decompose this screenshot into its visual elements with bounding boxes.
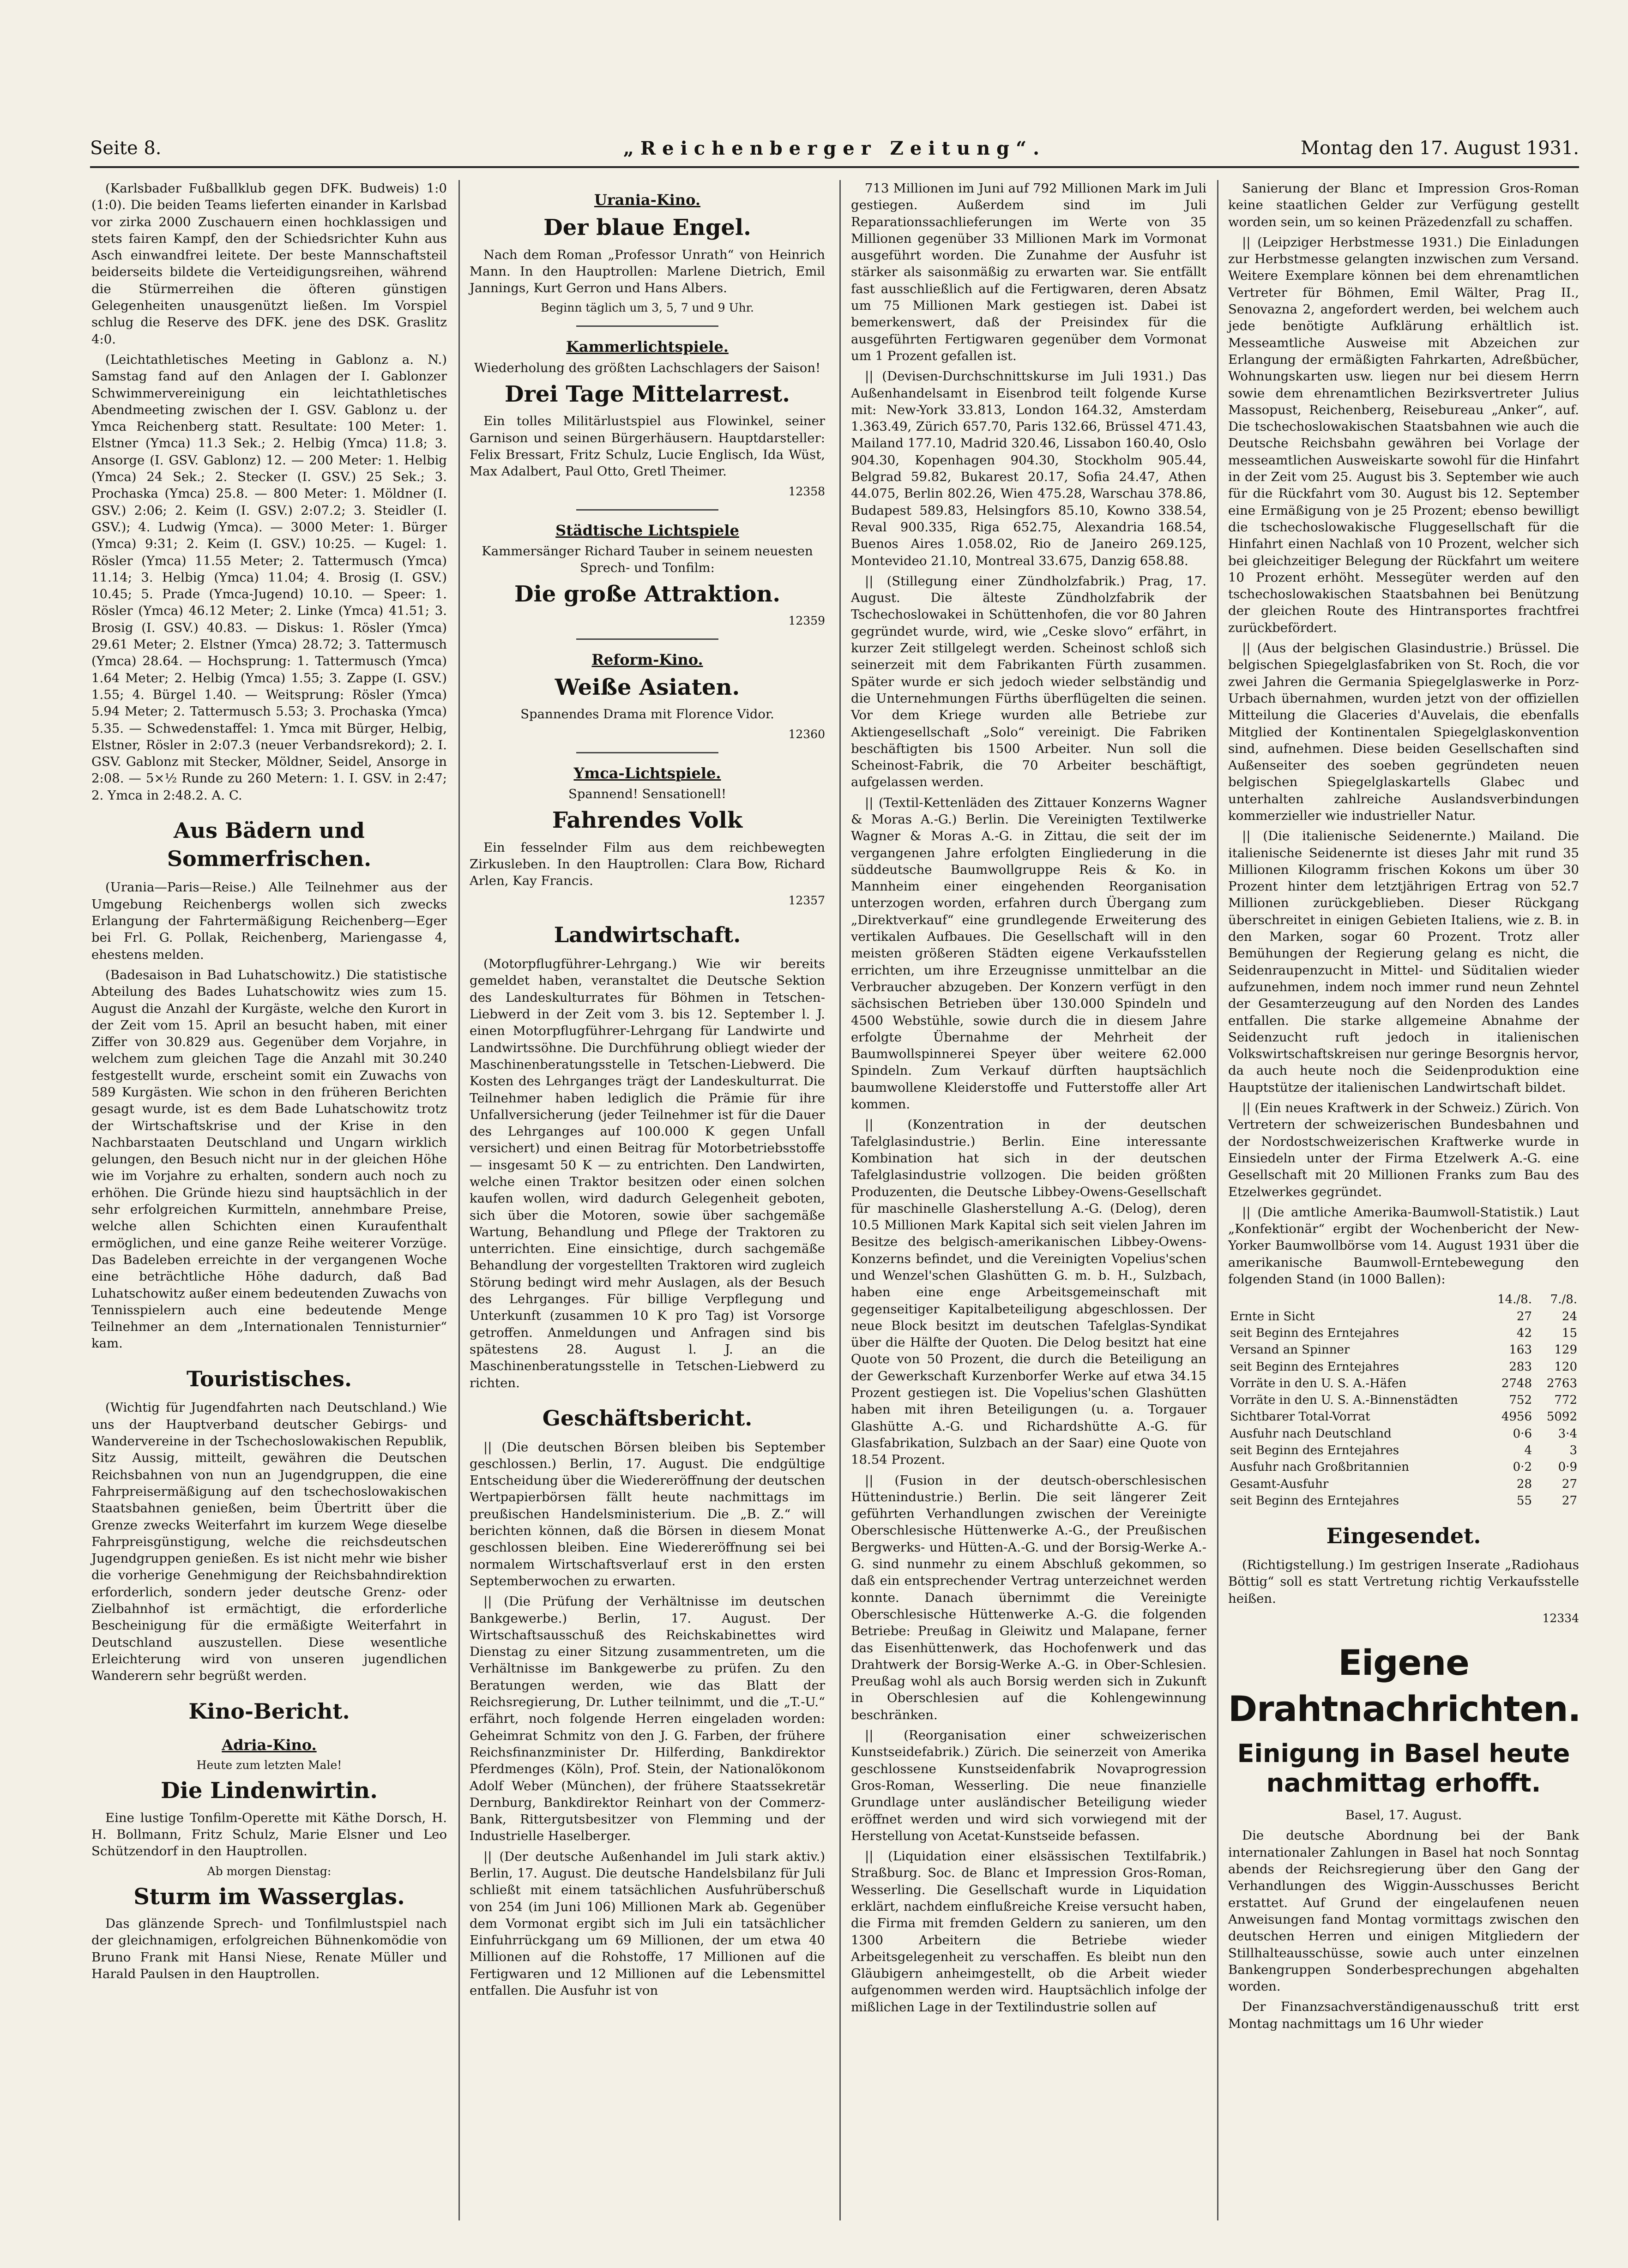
article-motorpflug: (Motorpflugführer-Lehrgang.) Wie wir bereits gemeldet haben, veranstaltet die Deutsche Sektion des Landeskulturrates für Böhmen in Tetschen-Liebwerd in der Zeit vom 3. bis 12. September l. J. einen Motorpflugführer-Lehrgang für Landwirte und Landwirtssöhne. Die Durchführung obliegt wieder der Maschinenberatungsstelle in Tetschen-Liebwerd. Die Kosten des Lehrganges trägt der Landeskulturrat. Die Teilnehmer haben lediglich die Prämie für ihre Unfallversicherung (jeder Teilnehmer ist für die Dauer des Lehrganges auf 100.000 K gegen Unfall versichert) und einen Beitrag für Motorbetriebsstoffe — insgesamt 50 K — zu entrichten. Den Landwirten, welche einen Traktor besitzen oder einen solchen kaufen wollen, wird dadurch Gelegenheit geboten, sich über die Motoren, sowie über sachgemäße Wartung, Behandlung und Pflege der Traktoren zu unterrichten. Eine einsichtige, durch sachgemäße Behandlung der vorgestellten Traktoren wird zugleich Störung bedingt wird mehr Auslagen, als der Besuch des Lehrganges. Für billige Verpflegung und Unterkunft (zusammen 10 K pro Tag) ist Vorsorge getroffen. Anmeldungen und Anfragen sind bis spätestens 28. August l. J. an die Maschinenberatungsstelle in Tetschen-Liebwerd zu richten. <box>470 957 825 1390</box>
table-row: Ernte in Sicht 27 24 <box>1230 1309 1577 1324</box>
staedt-description: Kammersänger Richard Tauber in seinem neuesten Sprech- und Tonfilm: <box>482 543 813 576</box>
table-header-row <box>1228 1291 1579 1308</box>
page-number: Seite 8. <box>90 138 162 159</box>
adria-next: Ab morgen Dienstag: <box>207 1864 332 1878</box>
kammer-film-title: Drei Tage Mittelarrest. <box>504 381 790 408</box>
column-3 <box>851 180 1206 2019</box>
column-rule <box>1217 180 1218 2220</box>
cinema-ymca: Ymca-Lichtspiele. <box>573 764 721 782</box>
divider <box>576 509 718 511</box>
article-luhatschowitz: (Badesaison in Bad Luhatschowitz.) Die statistische Abteilung des Bades Luhatschowitz wies zum 15. August die Anzahl der Kurgäste, welche den Kurort in der Zeit vom 15. April an besucht haben, mit einer Ziffer von 30.829 aus. Gegenüber dem Vorjahre, in welchem zum gleichen Tage die Anzahl mit 30.240 festgestellt wurde, erscheint somit ein Zuwachs von 589 Kurgästen. Wie schon in den früheren Berichten gesagt wurde, ist es dem Bade Luhatschowitz trotz der Wirtschaftskrise und der Krise in den Nachbarstaaten Deutschland und Ungarn wirklich gelungen, den Besuch nicht nur in der gleichen Höhe wie im Vorjahre zu erhalten, sondern auch noch zu erhöhen. Die Gründe hiezu sind hauptsächlich in der sehr erfolgreichen Kurmitteln, annehmbare Preise, welche allen Schichten einen Kuraufenthalt ermöglichen, und eine ganze Reihe weiterer Vorzüge. Das Badeleben erreichte in der vergangenen Woche eine beträchtliche Höhe dadurch, daß Bad Luhatschowitz außer einem bedeutenden Zuwachs von Tennisspielern auch eine bedeutende Menge Teilnehmer an dem „Internationalen Tennisturnier“ kam. <box>91 967 447 1351</box>
headline-basel: Einigung in Basel heute nachmittag erhofft. <box>1237 1739 1570 1798</box>
article-zuendholz: || (Stillegung einer Zündholzfabrik.) Prag, 17. August. Die älteste Zündholzfabrik der Tschechoslowakei in Schüttenhofen, die vor 80 Jahren gegründet wurde, wird, wie „Ceske slovo“ erfährt, in kurzer Zeit stillgelegt werden. Scheinost schloß sich seinerzeit mit dem Fabrikanten Fürth zusammen. Später wurde er sich jedoch wieder selbständig und die Unternehmungen Fürths überflügelten die seinen. Vor dem Kriege wurden alle Betriebe zur Aktiengesellschaft „Solo“ vereinigt. Die Fabriken beschäftigten bis 1500 Arbeiter. Nun soll die Scheinost-Fabrik, die 70 Arbeiter beschäftigt, aufgelassen werden. <box>851 573 1206 790</box>
section-heading-landwirtschaft: Landwirtschaft. <box>554 922 741 948</box>
column-2 <box>470 180 825 2003</box>
table-row: Vorräte in den U. S. A.-Häfen 2748 2763 <box>1230 1376 1577 1390</box>
article-elsass-cont: Sanierung der Blanc et Impression Gros-Roman keine staatlichen Gelder zur Verfügung gestellt worden sein, um so keinen Präzedenzfall zu schaffen. <box>1228 181 1579 229</box>
ad-number: 12359 <box>788 614 825 627</box>
table-row: Ausfuhr nach Deutschland 0·6 3·4 <box>1230 1426 1577 1441</box>
table-row: Versand an Spinner 163 129 <box>1230 1343 1577 1357</box>
article-leipzig: || (Leipziger Herbstmesse 1931.) Die Einladungen zur Herbstmesse gelangten inzwischen zum Versand. Weitere Exemplare können bei dem ehrenamtlichen Vertreter für Böhmen, Emil Wälter, Prag II., Senovazna 2, angefordert werden, bei welchem auch jede benötigte Aufklärung erhältlich ist. Messeamtliche Ausweise mit Abzeichen zur Erlangung der ermäßigten Fahrkarten, Adreßbücher, Wohnungskarten usw. liegen nur bei diesem Herrn sowie dem ehrenamtlichen Bezirksvertreter Julius Massopust, Reichenberg, Reisebureau „Anker“, auf. Die tschechoslowakischen Staatsbahnen wie auch die Deutsche Reichsbahn gewähren bei Vorlage der messeamtlichen Ausweiskarte sowohl für die Hinfahrt in der Zeit vom 25. August bis 3. September wie auch für die Rückfahrt vom 30. August bis 12. September eine Ermäßigung von je 25 Prozent; ebenso bewilligt die tschechoslowakische Fluggesellschaft für die Hinfahrt einen Nachlaß von 10 Prozent, welcher sich bei gleichzeitiger Belegung der Rückfahrt um weitere 10 Prozent erhöht. Messegüter werden auf den tschechoslowakischen Staatsbahnen bei Benützung der gleichen Route des Hintransportes frachtfrei zurückbefördert. <box>1228 235 1579 635</box>
article-bankgewerbe: || (Die Prüfung der Verhältnisse im deutschen Bankgewerbe.) Berlin, 17. August. Der Wirtschaftsausschuß des Reichskabinettes wird Dienstag zu einer Sitzung zusammentreten, um die Verhältnisse im Bankgewerbe zu prüfen. Zu den Beratungen werden, wie das Blatt der Reichsregierung, Dr. Luther teilnimmt, und die „T.-U.“ erfährt, noch folgende Herren eingeladen worden: Geheimrat Schmitz von den J. G. Farben, der frühere Reichsfinanzminister Dr. Hilferding, Bankdirektor Pferdmenges (Köln), Prof. Stein, der Nationalökonom Adolf Weber (München), der frühere Staatssekretär Dernburg, Bankdirektor Reinhart von der Commerz-Bank, Rittergutsbesitzer von Flemming und der Industrielle Haselberger. <box>470 1594 825 1844</box>
table-row: Vorräte in den U. S. A.-Binnenstädten 752 772 <box>1230 1393 1577 1408</box>
column-rule <box>839 180 841 2220</box>
table-row: Sichtbarer Total-Vorrat 4956 5092 <box>1230 1410 1577 1424</box>
cinema-urania: Urania-Kino. <box>594 191 701 209</box>
cinema-staedtische: Städtische Lichtspiele <box>555 521 739 539</box>
adria-film-title: Die Lindenwirtin. <box>161 1778 378 1804</box>
section-heading-baeder: Aus Bädern und Sommerfrischen. <box>167 818 372 871</box>
ymca-tagline: Spannend! Sensationell! <box>568 786 726 801</box>
table-row: seit Beginn des Erntejahres 4 3 <box>1230 1444 1577 1458</box>
article-tafelglas: || (Konzentration in der deutschen Tafelglasindustrie.) Berlin. Eine interessante Kombination hat sich in der deutschen Tafelglasindustrie vollzogen. Die beiden größten Produzenten, die Deutsche Libbey-Owens-Gesellschaft für maschinelle Glasherstellung A.-G. (Delog), deren 10.5 Millionen Mark Kapital sich seit vielen Jahren im Besitze des belgisch-amerikanischen Libbey-Owens-Konzerns befindet, und die Vereinigten Vopelius'schen und Wenzel'schen Glashütten G. m. b. H., Sulzbach, haben eine enge Arbeitsgemeinschaft mit gegenseitiger Kapitalbeteiligung abgeschlossen. Der neue Block besitzt im deutschen Tafelglas-Syndikat über die Hälfte der Quoten. Die Delog besitzt hat eine Quote von 50 Prozent, die durch die Beteiligung an der Gewerkschaft Kurzenborfer Werke auf etwa 34.15 Prozent gestiegen ist. Die Vopelius'schen Glashütten haben mit ihren Beteiligungen (u. a. Torgauer Glashütte A.-G. und Richardshütte A.-G. für Glasfabrikation, Sulzbach an der Saar) eine Quote von 18.54 Prozent. <box>851 1117 1206 1468</box>
divider <box>576 638 718 640</box>
ymca-film-title: Fahrendes Volk <box>552 807 743 834</box>
article-belgien: || (Aus der belgischen Glasindustrie.) Brüssel. Die belgischen Spiegelglasfabriken von St. Roch, die vor zwei Jahren die Germania Spiegelglaswerke in Porz-Urbach übernahmen, wurden jetzt von der offiziellen Mitteilung die Glaceries d'Auvelais, die ebenfalls Mitglied der Kontinentalen Spiegelglaskonvention sind, aufnehmen. Diese beiden Gesellschaften sind Außenseiter des soeben gegründeten neuen belgischen Spiegelglaskartells Glabec und unterhalten zahlreiche Auslandsverbindungen kommerzieller wie industrieller Natur. <box>1228 641 1579 823</box>
reform-film-title: Weiße Asiaten. <box>555 674 740 700</box>
cinema-adria: Adria-Kino. <box>222 1736 317 1754</box>
article-kunstseide: || (Reorganisation einer schweizerischen Kunstseidefabrik.) Zürich. Die seinerzeit von Amerika geschlossene Kunstseidenfabrik Novaprogression Gros-Roman, Wesserling. Die neue finanzielle Grundlage unter ausländischer Beteiligung wieder eröffnet werden und wird sich vorwiegend mit der Herstellung von Acetat-Kunstseide befassen. <box>851 1728 1206 1843</box>
article-aussenhandel: || (Der deutsche Außenhandel im Juli stark aktiv.) Berlin, 17. August. Die deutsche Handelsbilanz für Juli schließt mit einem tatsächlichen Ausfuhrüberschuß von 254 (im Juni 106) Millionen Mark ab. Gegenüber dem Vormonat ergibt sich im Juli ein tatsächlicher Einfuhrrückgang um 69 Millionen, der um etwa 40 Millionen auf die Rohstoffe, 17 Millionen auf die Fertigwaren und 12 Millionen auf die Lebensmittel entfallen. Die Ausfuhr ist von <box>470 1849 825 1998</box>
column-1 <box>91 180 447 1986</box>
article-basel: Die deutsche Abordnung bei der Bank internationaler Zahlungen in Basel hat noch Sonntag abends der Reichsregierung über den Gang der Verhandlungen des Wiggin-Ausschusses Bericht erstattet. Auf Grund der eingelaufenen neuen Anweisungen fand Montag vormittags zwischen den deutschen Herren und einigen Mitgliedern der Stillhalteausschüsse, sowie auch unter einzelnen Bankengruppen Sonderbesprechungen abgehalten worden. <box>1228 1828 1579 1994</box>
column-4 <box>1228 180 1579 2036</box>
newspaper-title: „Reichenberger Zeitung“. <box>623 138 1046 159</box>
dateline: Basel, 17. August. <box>1345 1808 1462 1823</box>
table-row: seit Beginn des Erntejahres 283 120 <box>1230 1360 1577 1374</box>
column-header: 7./8. <box>1550 1293 1577 1307</box>
urania-film-description: Nach dem Roman „Professor Unrath“ von Heinrich Mann. In den Hauptrollen: Marlene Dietrich, Emil Jannings, Kurt Gerron und Hans Albers. <box>470 247 825 296</box>
ad-number: 12357 <box>788 894 825 908</box>
section-heading-drahtnachrichten: Eigene Drahtnachrichten. <box>1228 1642 1581 1730</box>
column-header: 14./8. <box>1497 1293 1532 1307</box>
adria-film-title-2: Sturm im Wasserglas. <box>133 1883 405 1910</box>
article-boersen: || (Die deutschen Börsen bleiben bis September geschlossen.) Berlin, 17. August. Die endgültige Entscheidung über die Wiedereröffnung der deutschen Wertpapierbörsen fällt heute nachmittags im preußischen Handelsministerium. Die „B. Z.“ will berichten können, daß die Börsen in diesem Monat geschlossen bleiben. Eine Wiedereröffnung sei bei normalem Wirtschaftsverlauf erst in den ersten Septemberwochen zu erwarten. <box>470 1439 825 1588</box>
staedt-film-title: Die große Attraktion. <box>514 581 781 608</box>
urania-film-title: Der blaue Engel. <box>543 215 751 241</box>
ad-number: 12334 <box>1542 1611 1579 1625</box>
issue-date: Montag den 17. August 1931. <box>1301 138 1579 159</box>
article-elsass: || (Liquidation einer elsässischen Textilfabrik.) Straßburg. Soc. de Blanc et Impression Gros-Roman, Wesserling. Die Gesellschaft wurde in Liquidation erklärt, nachdem einflußreiche Kreise versucht haben, die Firma mit fremden Geldern zu sanieren, um den 1300 Arbeitern die Betriebe wieder Arbeitsgelegenheit zu verschaffen. Es bleibt nun den Gläubigern anheimgestellt, ob die Arbeit wieder aufgenommen werden wird. Hauptsächlich infolge der mißlichen Lage in der Textilindustrie sollen auf <box>851 1849 1206 2015</box>
cinema-kammer: Kammerlichtspiele. <box>566 338 729 356</box>
article-basel-2: Der Finanzsachverständigenausschuß tritt erst Montag nachmittags um 16 Uhr wieder <box>1228 1999 1579 2031</box>
section-heading-kino: Kino-Bericht. <box>188 1698 350 1724</box>
article-schweiz: || (Ein neues Kraftwerk in der Schweiz.) Zürich. Von Vertretern der schweizerischen Bundesbahnen und der Nordostschweizerischen Kraftwerke wurde in Einsiedeln unter der Firma Etzelwerk A.-G. eine Gesellschaft mit 20 Millionen Franks zum Bau des Etzelwerkes gegründet. <box>1228 1101 1579 1199</box>
table-row: seit Beginn des Erntejahres 55 27 <box>1230 1494 1577 1508</box>
article-amerika: || (Die amtliche Amerika-Baumwoll-Statistik.) Laut „Konfektionär“ ergibt der Wochenbericht der New-Yorker Baumwollbörse vom 14. August 1931 über die amerikanische Baumwoll-Erntebewegung den folgenden Stand (in 1000 Ballen): <box>1228 1204 1579 1287</box>
article-sport-gablonz: (Leichtathletisches Meeting in Gablonz a. N.) Samstag fand auf den Anlagen der I. Gablonzer Schwimmervereinigung ein leichtathletisches Abendmeeting zwischen der I. GSV. Gablonz u. der Ymca Reichenberg statt. Resultate: 100 Meter: 1. Elstner (Ymca) 11.3 Sek.; 2. Helbig (Ymca) 11.8; 3. Ansorge (I. GSV. Gablonz) 12. — 200 Meter: 1. Helbig (Ymca) 24 Sek.; 2. Stecker (I. GSV.) 25 Sek.; 3. Prochaska (Ymca) 25.8. — 800 Meter: 1. Möldner (I. GSV.) 2:06; 2. Keim (I. GSV.) 2:07.2; 3. Steidler (I. GSV.); 4. Ludwig (Ymca). — 3000 Meter: 1. Bürger (Ymca) 9:31; 2. Keim (I. GSV.) 10:25. — Kugel: 1. Rösler (Ymca) 11.55 Meter; 2. Tattermusch (Ymca) 11.14; 3. Helbig (Ymca) 11.04; 4. Brosig (I. GSV.) 10.45; 5. Prade (Ymca-Jugend) 10.10. — Speer: 1. Rösler (Ymca) 46.12 Meter; 2. Linke (Ymca) 41.51; 3. Brosig (I. GSV.) 40.83. — Diskus: 1. Rösler (Ymca) 29.61 Meter; 2. Elstner (Ymca) 28.72; 3. Tattermusch (Ymca) 28.64. — Hochsprung: 1. Tattermusch (Ymca) 1.64 Meter; 2. Helbig (Ymca) 1.55; 3. Zappe (I. GSV.) 1.55; 4. Bürgel 1.40. — Weitsprung: Rösler (Ymca) 5.94 Meter; 2. Tattermusch 5.53; 3. Prochaska (Ymca) 5.35. — Schwedenstaffel: 1. Ymca mit Bürger, Helbig, Elstner, Rösler in 2:07.3 (neuer Verbandsrekord); 2. I. GSV. Gablonz mit Stecker, Möldner, Seidel, Ansorge in 2:08. — 5×½ Runde zu 260 Metern: 1. I. GSV. in 2:47; 2. Ymca in 2:48.2. A. C. <box>91 352 447 803</box>
kammer-film-description: Ein tolles Militärlustspiel aus Flowinkel, seiner Garnison und seinen Bürgerhäusern. Hauptdarsteller: Felix Bressart, Fritz Schulz, Lucie Englisch, Ida Wüst, Max Adalbert, Paul Otto, Gretl Theimer. <box>470 414 825 479</box>
urania-times: Beginn täglich um 3, 5, 7 und 9 Uhr. <box>541 301 754 315</box>
article-aussenhandel-cont: 713 Millionen im Juni auf 792 Millionen Mark im Juli gestiegen. Außerdem sind im Juli Reparationssachlieferungen im Werte von 35 Millionen gegenüber 33 Millionen Mark im Vormonat ausgeführt worden. Die Zunahme der Ausfuhr ist stärker als saisonmäßig zu erwarten war. Sie entfällt fast ausschließlich auf die Fertigwaren, deren Absatz um 75 Millionen Mark gestiegen ist. Dabei ist bemerkenswert, daß der Preisindex für die ausgeführten Fertigwaren gegenüber dem Vormonat um 1 Prozent gefallen ist. <box>851 181 1206 363</box>
table-row: Gesamt-Ausfuhr 28 27 <box>1230 1477 1577 1491</box>
ad-number: 12358 <box>788 484 825 498</box>
article-urania-reise: (Urania—Paris—Reise.) Alle Teilnehmer aus der Umgebung Reichenbergs wollen sich zwecks Erlangung der Fahrtermäßigung Reichenberg—Eger bei Frl. G. Pollak, Reichenberg, Mariengasse 4, ehestens melden. <box>91 880 447 962</box>
ad-number: 12360 <box>788 727 825 741</box>
divider <box>576 752 718 753</box>
section-heading-touristisches: Touristisches. <box>187 1366 352 1391</box>
reform-film-description: Spannendes Drama mit Florence Vidor. <box>520 707 774 722</box>
article-fusion: || (Fusion in der deutsch-oberschlesischen Hüttenindustrie.) Berlin. Die seit längerer Zeit geführten Verhandlungen zwischen der Vereinigte Oberschlesische Hüttenwerke A.-G., der Preußischen Bergwerks- und Hütten-A.-G. und der Borsig-Werke A.-G. sind nunmehr zu einem Abschluß gekommen, so daß ein entsprechender Vertrag unterzeichnet werden konnte. Danach übernimmt die Vereinigte Oberschlesische Hüttenwerke A.-G. die folgenden Betriebe: Preußag in Gleiwitz und Malapane, ferner das Eisenhüttenwerk, das Hochofenwerk und das Drahtwerk der Borsig-Werke A.-G. in Ober-Schlesien. Preußag wohl als auch Borsig werden sich in Zukunft in Oberschlesien auf die Kohlengewinnung beschränken. <box>851 1473 1206 1722</box>
kammer-tagline: Wiederholung des größten Lachschlagers der Saison! <box>474 360 821 375</box>
article-sport-karlsbad: (Karlsbader Fußballklub gegen DFK. Budweis) 1:0 (1:0). Die beiden Teams lieferten einander in Karlsbad vor zirka 2000 Zuschauern einen hochklassigen und stets fairen Kampf, den der Schiedsrichter Kuhn aus Asch einwandfrei leitete. Der beste Mannschaftsteil beiderseits bildete die Verteidigungsreihen, während die Stürmerreihen die öfteren günstigen Gelegenheiten unausgenützt ließen. Im Vorspiel schlug die Reserve des DFK. jene des DSK. Graslitz 4:0. <box>91 181 447 347</box>
column-rule <box>458 180 460 2220</box>
masthead <box>90 134 1579 168</box>
adria-today: Heute zum letzten Male! <box>196 1758 342 1772</box>
section-heading-eingesendet: Eingesendet. <box>1326 1523 1481 1549</box>
article-devisen: || (Devisen-Durchschnittskurse im Juli 1931.) Das Außenhandelsamt in Eisenbrod teilt folgende Kurse mit: New-York 33.813, London 164.32, Amsterdam 1.363.49, Zürich 657.70, Paris 132.66, Brüssel 471.43, Mailand 177.10, Madrid 320.46, Lissabon 160.40, Oslo 904.30, Kopenhagen 904.30, Stockholm 905.44, Belgrad 59.82, Bukarest 20.17, Sofia 24.47, Athen 44.075, Berlin 802.26, Wien 475.28, Warschau 378.86, Budapest 589.83, Helsingfors 85.10, Kowno 338.54, Reval 900.335, Riga 652.75, Alexandria 168.54, Buenos Aires 1.058.02, Rio de Janeiro 269.125, Montevideo 21.10, Montreal 33.675, Danzig 658.88. <box>851 369 1206 568</box>
adria-film-description: Eine lustige Tonfilm-Operette mit Käthe Dorsch, H. H. Bollmann, Fritz Schulz, Marie Elsner und Leo Schützendorf in den Hauptrollen. <box>91 1810 447 1859</box>
adria-film-description-2: Das glänzende Sprech- und Tonfilmlustspiel nach der gleichnamigen, erfolgreichen Bühnenkomödie von Bruno Frank mit Hansi Niese, Renate Müller und Harald Paulsen in den Hauptrollen. <box>91 1916 447 1981</box>
table-row: Ausfuhr nach Großbritannien 0·2 0·9 <box>1230 1460 1577 1474</box>
section-heading-geschaeftsbericht: Geschäftsbericht. <box>542 1405 753 1431</box>
divider <box>576 325 718 327</box>
article-textil: || (Textil-Kettenläden des Zittauer Konzerns Wagner & Moras A.-G.) Berlin. Die Vereinigten Textilwerke Wagner & Moras A.-G. in Zittau, die seit der im vergangenen Jahre erfolgten Eingliederung in die süddeutsche Baumwollgruppe Reis & Ko. in Mannheim einer eingehenden Reorganisation unterzogen worden, erfahren durch Übergang zum „Direktverkauf“ eine grundlegende Erweiterung des vertikalen Aufbaues. Die Gesellschaft will in den meisten größeren Städten eigene Verkaufsstellen errichten, um ihre Erzeugnisse unmittelbar an die Verbraucher abzugeben. Der Konzern verfügt in den sächsischen Betrieben über 130.000 Spindeln und 4500 Webstühle, sowie durch die in diesem Jahre erfolgte Übernahme der Mehrheit der Baumwollspinnerei Speyer über weitere 62.000 Spindeln. Zum Verkauf dürften hauptsächlich baumwollene Kleiderstoffe und Futterstoffe aller Art kommen. <box>851 795 1206 1112</box>
cotton-table <box>1228 1291 1579 1509</box>
table-row: seit Beginn des Erntejahres 42 15 <box>1230 1326 1577 1340</box>
ymca-film-description: Ein fesselnder Film aus dem reichbewegten Zirkusleben. In den Hauptrollen: Clara Bow, Richard Arlen, Kay Francis. <box>470 840 825 889</box>
article-richtigstellung: (Richtigstellung.) Im gestrigen Inserate „Radiohaus Böttig“ soll es statt Vertretung richtig Verkaufsstelle heißen. <box>1228 1558 1579 1606</box>
article-italien: || (Die italienische Seidenernte.) Mailand. Die italienische Seidenernte ist dieses Jahr mit rund 35 Millionen Kilogramm frischen Kokons um über 30 Prozent hinter dem letztjährigen Ertrag von 52.7 Millionen zurückgeblieben. Dieser Rückgang überschreitet in einigen Gebieten Italiens, wie z. B. in den Marken, sogar 60 Prozent. Trotz aller Bemühungen der Regierung gelang es nicht, die Seidenraupenzucht in Mittel- und Süditalien wieder aufzunehmen, indem noch immer rund neun Zehntel der Gesamterzeugung auf den Norden des Landes entfallen. Die starke allgemeine Abnahme der Seidenzucht ruft jedoch in italienischen Volkswirtschaftskreisen nur geringe Besorgnis hervor, da auch heute noch die Seidenproduktion eine Hauptstütze der italienischen Landwirtschaft bildet. <box>1228 829 1579 1095</box>
article-jugendfahrten: (Wichtig für Jugendfahrten nach Deutschland.) Wie uns der Hauptverband deutscher Gebirgs- und Wandervereine in der Tschechoslowakischen Republik, Sitz Aussig, mitteilt, gewähren die Deutschen Reichsbahnen von nun an Jugendgruppen, die eine Fahrpreisermäßigung auf den tschechoslowakischen Staatsbahnen genießen, beim Übertritt über die Grenze zwecks Weiterfahrt im kurzem Wege dieselbe Fahrpreisgünstigung, welche die reichsdeutschen Jugendgruppen genießen. Es ist nicht mehr wie bisher die vorherige Genehmigung der Reichsbahndirektion erforderlich, sondern jeder deutsche Grenz- oder Zielbahnhof ist ermächtigt, die erforderliche Bescheinigung für die ermäßigte Weiterfahrt in Deutschland auszustellen. Diese wesentliche Erleichterung wird von unseren jugendlichen Wanderern sehr begrüßt werden. <box>91 1400 447 1684</box>
cinema-reform: Reform-Kino. <box>591 650 703 668</box>
